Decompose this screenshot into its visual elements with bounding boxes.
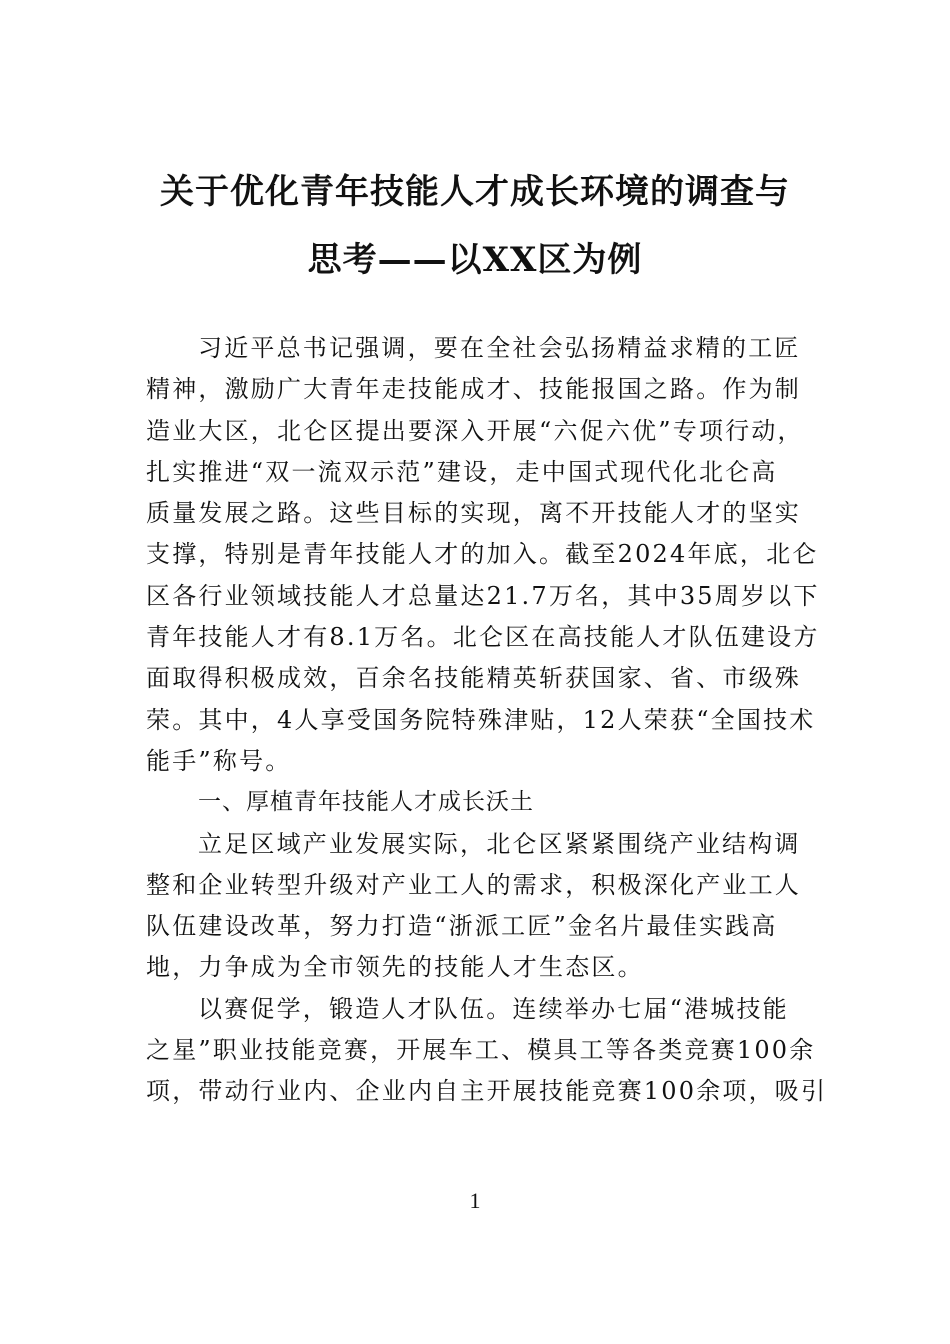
text-line: 造业大区，北仑区提出要深入开展“六促六优”专项行动， <box>146 416 804 445</box>
text-line: 能手”称号。 <box>146 746 292 775</box>
section-paragraph <box>146 989 828 1113</box>
text-line: 立足区域产业发展实际，北仑区紧紧围绕产业结构调 <box>198 829 801 858</box>
page-number: 1 <box>469 1188 481 1213</box>
section-heading: 一、厚植青年技能人才成长沃土 <box>198 789 534 816</box>
text-line: 之星”职业技能竞赛，开展车工、模具工等各类竞赛100余 <box>146 1036 816 1065</box>
text-line: 扎实推进“双一流双示范”建设，走中国式现代化北仑高 <box>146 457 778 486</box>
title-line: 思考——以XX区为例 <box>307 240 643 280</box>
text-line: 整和企业转型升级对产业工人的需求，积极深化产业工人 <box>146 870 801 899</box>
title-line: 关于优化青年技能人才成长环境的调查与 <box>160 172 790 212</box>
text-line: 质量发展之路。这些目标的实现，离不开技能人才的坚实 <box>146 499 801 528</box>
text-line: 精神，激励广大青年走技能成才、技能报国之路。作为制 <box>146 375 801 404</box>
text-line: 区各行业领域技能人才总量达21.7万名，其中35周岁以下 <box>146 581 820 610</box>
section-paragraph <box>146 824 808 989</box>
text-line: 面取得积极成效，百余名技能精英斩获国家、省、市级殊 <box>146 664 801 693</box>
text-line: 项，带动行业内、企业内自主开展技能竞赛100余项，吸引 <box>146 1077 828 1106</box>
text-line: 习近平总书记强调，要在全社会弘扬精益求精的工匠 <box>198 334 801 362</box>
text-line: 青年技能人才有8.1万名。北仑区在高技能人才队伍建设方 <box>146 623 820 652</box>
text-line: 荣。其中，4人享受国务院特殊津贴，12人荣获“全国技术 <box>146 705 816 734</box>
text-line: 队伍建设改革，努力打造“浙派工匠”金名片最佳实践高 <box>146 912 778 941</box>
text-line: 支撑，特别是青年技能人才的加入。截至2024年底，北仑 <box>146 540 819 569</box>
document-title <box>0 158 950 294</box>
text-line: 以赛促学，锻造人才队伍。连续举办七届“港城技能 <box>198 994 789 1023</box>
intro-paragraph <box>146 328 820 782</box>
text-line: 地，力争成为全市领先的技能人才生态区。 <box>146 953 644 982</box>
document-body <box>146 328 828 1113</box>
